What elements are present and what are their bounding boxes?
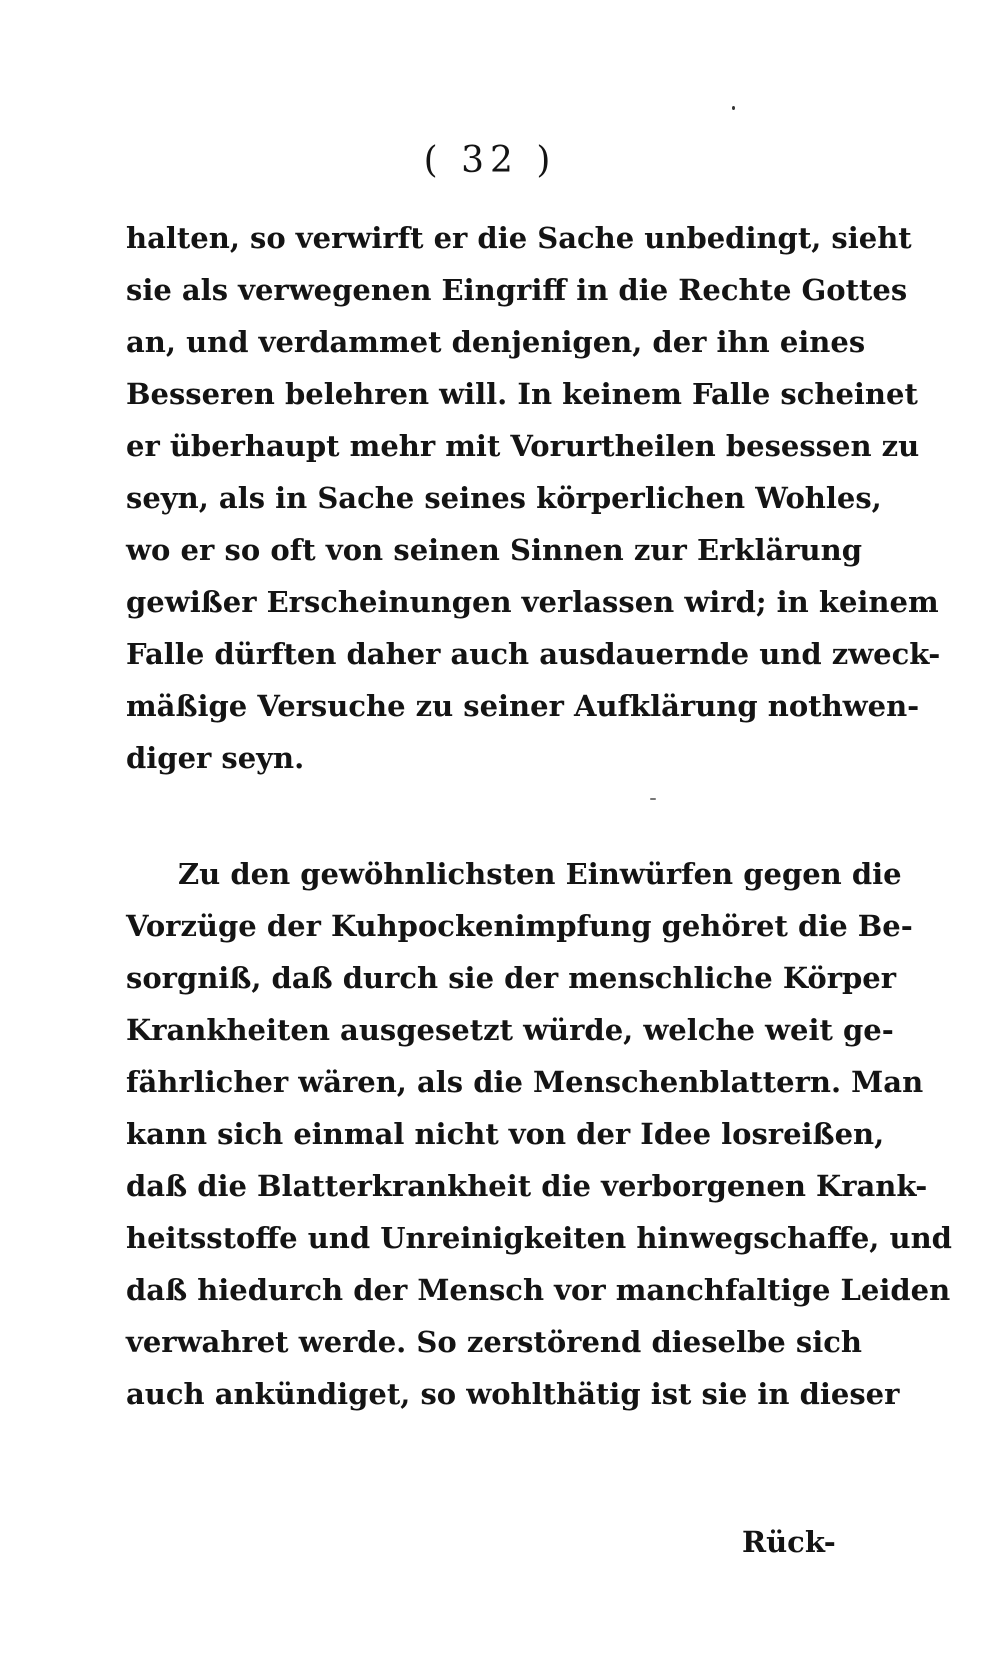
text-line: an, und verdammet denjenigen, der ihn eines (126, 325, 866, 359)
text-line: Zu den gewöhnlichsten Einwürfen gegen die (178, 857, 902, 891)
text-line: mäßige Versuche zu seiner Aufklärung nothwen- (126, 689, 920, 723)
text-line: sorgniß, daß durch sie der menschliche Körper (126, 961, 897, 995)
text-line: daß die Blatterkrankheit die verborgenen Krank- (126, 1169, 928, 1203)
text-line: Krankheiten ausgesetzt würde, welche weit ge- (126, 1013, 894, 1047)
page-number: ( 32 ) (423, 140, 557, 181)
text-line: gewißer Erscheinungen verlassen wird; in keinem (126, 585, 939, 619)
text-line: fährlicher wären, als die Menschenblattern. Man (126, 1065, 924, 1099)
text-line: auch ankündiget, so wohlthätig ist sie in dieser (126, 1377, 900, 1411)
text-line: halten, so verwirft er die Sache unbedingt, sieht (126, 221, 912, 255)
text-line: er überhaupt mehr mit Vorurtheilen besessen zu (126, 429, 920, 463)
text-line: Vorzüge der Kuhpockenimpfung gehöret die Be- (126, 909, 913, 943)
text-line: verwahret werde. So zerstörend dieselbe sich (126, 1325, 862, 1359)
text-line: seyn, als in Sache seines körperlichen Wohles, (126, 481, 882, 515)
text-line: kann sich einmal nicht von der Idee losreißen, (126, 1117, 885, 1151)
print-speck (650, 798, 656, 800)
text-line: Falle dürften daher auch ausdauernde und zweck- (126, 637, 941, 671)
print-speck (732, 106, 735, 110)
text-line: sie als verwegenen Eingriff in die Rechte Gottes (126, 273, 908, 307)
text-line: Besseren belehren will. In keinem Falle scheinet (126, 377, 918, 411)
text-line: heitsstoffe und Unreinigkeiten hinwegschaffe, und (126, 1221, 952, 1255)
catchword: Rück- (742, 1525, 836, 1559)
text-line: daß hiedurch der Mensch vor manchfaltige Leiden (126, 1273, 951, 1307)
text-line: wo er so oft von seinen Sinnen zur Erklärung (126, 533, 862, 567)
text-line: diger seyn. (126, 741, 305, 775)
